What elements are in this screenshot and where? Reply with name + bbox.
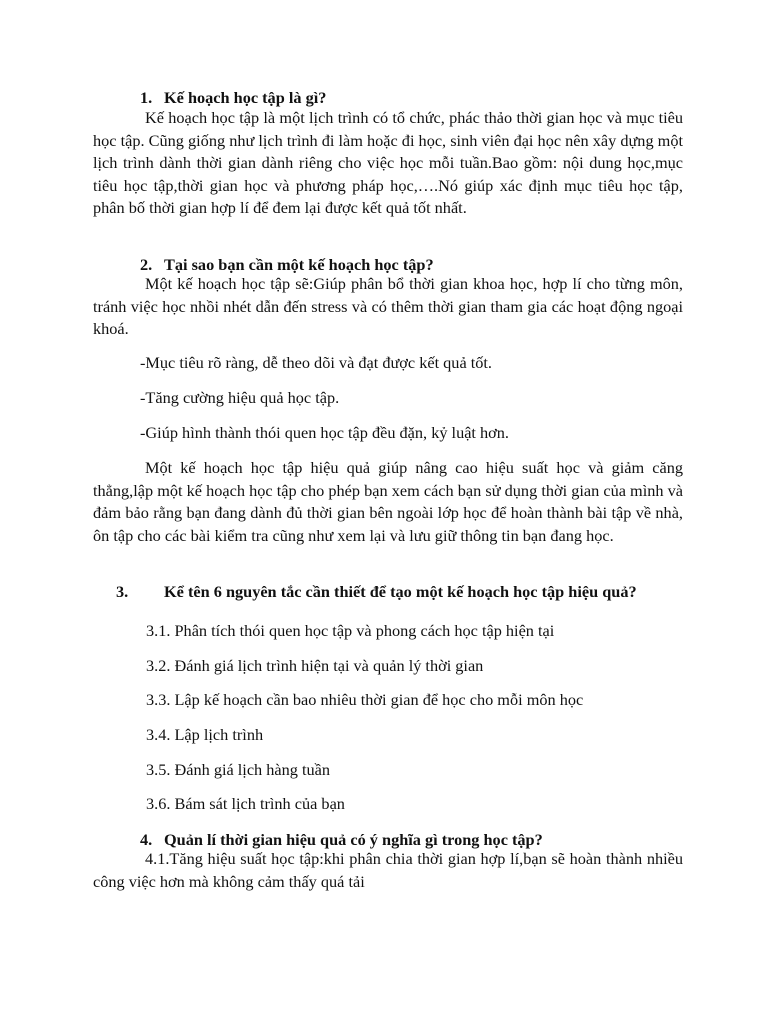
heading-text: Kế hoạch học tập là gì? xyxy=(164,88,327,107)
bullet-item: -Mục tiêu rõ ràng, dễ theo dõi và đạt được kết quả tốt. xyxy=(140,353,493,372)
section-number: 2. xyxy=(140,255,153,274)
principle-item: 3.2. Đánh giá lịch trình hiện tại và quản lý thời gian xyxy=(146,656,484,675)
section-number: 3. xyxy=(116,582,129,601)
heading-text: Kể tên 6 nguyên tắc cần thiết để tạo một kế hoạch học tập hiệu quả? xyxy=(164,582,637,601)
section-number: 1. xyxy=(140,88,153,107)
principle-item: 3.3. Lập kế hoạch cần bao nhiêu thời gian để học cho mỗi môn học xyxy=(146,690,584,709)
section-4-paragraph: 4.1.Tăng hiệu suất học tập:khi phân chia thời gian hợp lí,bạn sẽ hoàn thành nhiều công việc hơn mà không cảm thấy quá tải xyxy=(93,849,683,891)
section-1-paragraph: Kế hoạch học tập là một lịch trình có tổ chức, phác thảo thời gian học và mục tiêu học tập. Cũng giống như lịch trình đi làm hoặc đi học, sinh viên đại học nên xây dựng một lịch trình dành thời gian dành riêng cho việc học mỗi tuần.Bao gồm: nội dung học,mục tiêu học tập,thời gian học và phương pháp học,….Nó giúp xác định mục tiêu học tập, phân bố thời gian hợp lí để đem lại được kết quả tốt nhất. xyxy=(93,108,683,217)
heading-text: Quản lí thời gian hiệu quả có ý nghĩa gì trong học tập? xyxy=(164,830,543,849)
section-2-paragraph-2: Một kế hoạch học tập hiệu quả giúp nâng cao hiệu suất học và giảm căng thẳng,lập một kế hoạch học tập cho phép bạn xem cách bạn sử dụng thời gian của mình và đảm bảo rằng bạn đang dành đủ thời gian bên ngoài lớp học để hoàn thành bài tập về nhà, ôn tập cho các bài kiểm tra cũng như xem lại và lưu giữ thông tin bạn đang học. xyxy=(93,458,683,545)
section-number: 4. xyxy=(140,830,153,849)
principle-item: 3.6. Bám sát lịch trình của bạn xyxy=(146,794,345,813)
section-2-paragraph: Một kế hoạch học tập sẽ:Giúp phân bổ thời gian khoa học, hợp lí cho từng môn, tránh việc học nhồi nhét dẫn đến stress và có thêm thời gian tham gia các hoạt động ngoại khoá. xyxy=(93,274,683,338)
bullet-item: -Tăng cường hiệu quả học tập. xyxy=(140,388,340,407)
principle-item: 3.1. Phân tích thói quen học tập và phong cách học tập hiện tại xyxy=(146,621,555,640)
principle-item: 3.4. Lập lịch trình xyxy=(146,725,264,744)
section-3-heading xyxy=(116,581,684,604)
bullet-item: -Giúp hình thành thói quen học tập đều đặn, kỷ luật hơn. xyxy=(140,423,509,442)
heading-text: Tại sao bạn cần một kế hoạch học tập? xyxy=(164,255,434,274)
principle-item: 3.5. Đánh giá lịch hàng tuần xyxy=(146,760,331,779)
